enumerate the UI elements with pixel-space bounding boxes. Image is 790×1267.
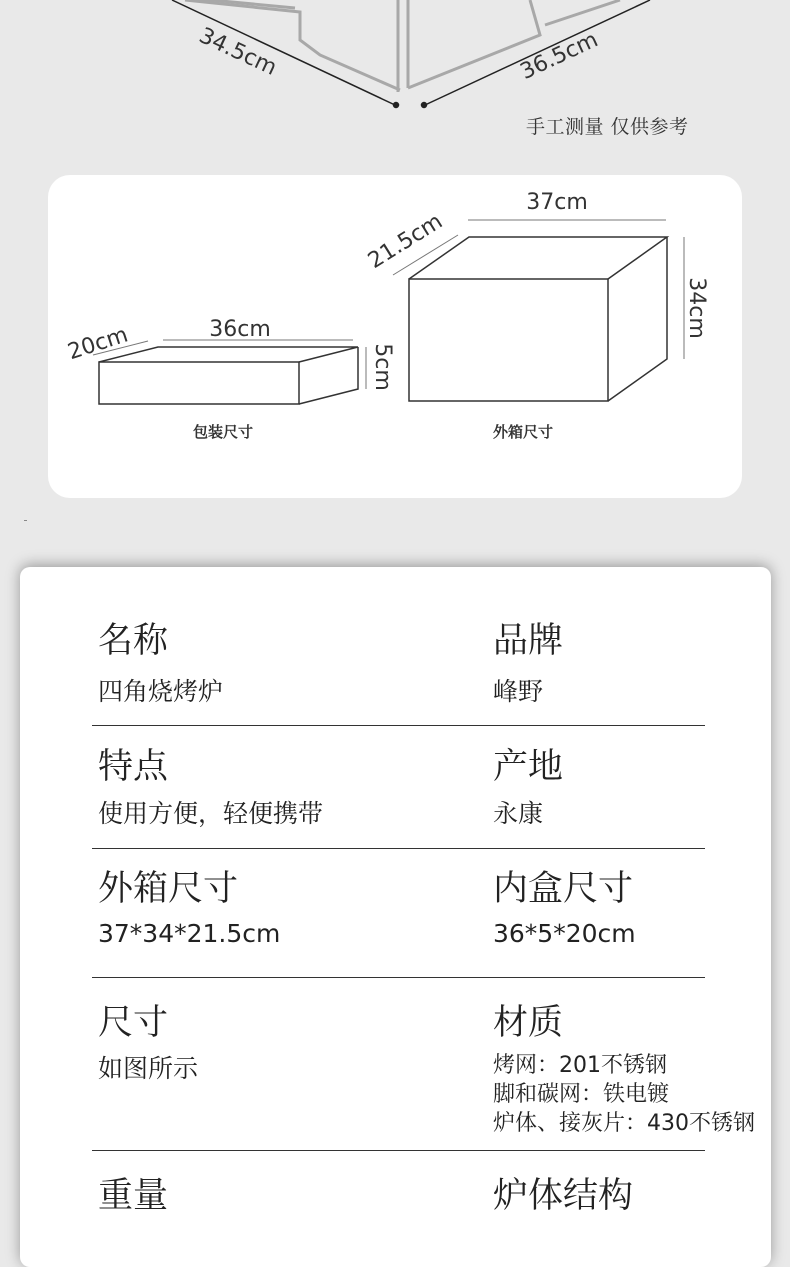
- inner-depth-label: 20cm: [64, 322, 132, 366]
- measurement-note: 手工测量 仅供参考: [526, 116, 689, 138]
- spec-title-inner-size: 内盒尺寸: [493, 869, 634, 909]
- spec-title-brand: 品牌: [493, 621, 564, 661]
- spec-value-name: 四角烧烤炉: [98, 677, 224, 706]
- inner-height-label: 5cm: [370, 343, 395, 391]
- spec-value-inner-size: 36*5*20cm: [493, 919, 636, 948]
- spec-value-origin: 永康: [493, 799, 544, 828]
- outer-width-label: 37cm: [526, 190, 588, 215]
- dim-line-left: [172, 0, 395, 105]
- inner-width-label: 36cm: [209, 317, 271, 342]
- inner-box-shape: [99, 347, 358, 404]
- outer-depth-label: 21.5cm: [363, 209, 448, 274]
- spec-value-size: 如图所示: [98, 1054, 199, 1083]
- spec-value-carton-size: 37*34*21.5cm: [98, 919, 281, 948]
- row-divider: [92, 848, 705, 849]
- packaging-diagram: [48, 175, 742, 498]
- spec-title-structure: 炉体结构: [493, 1176, 634, 1216]
- dim-label-left: 34.5cm: [195, 23, 281, 81]
- spec-title-size: 尺寸: [98, 1003, 169, 1043]
- spec-value-feature: 使用方便，轻便携带: [98, 799, 324, 828]
- dim-dot-left: [394, 103, 399, 108]
- packaging-panel: [48, 175, 742, 498]
- outer-box-caption: 外箱尺寸: [493, 423, 554, 441]
- spec-title-carton-size: 外箱尺寸: [98, 869, 239, 909]
- spec-value-material-2: 脚和碳网：铁电镀: [493, 1082, 670, 1107]
- outer-height-label: 34cm: [684, 277, 709, 339]
- spec-title-material: 材质: [493, 1003, 564, 1043]
- spec-title-feature: 特点: [98, 747, 169, 787]
- spec-title-name: 名称: [98, 621, 169, 661]
- spec-value-material-3: 炉体、接灰片：430不锈钢: [493, 1111, 755, 1136]
- row-divider: [92, 725, 705, 726]
- spec-title-origin: 产地: [493, 747, 564, 787]
- dim-label-right: 36.5cm: [516, 27, 602, 85]
- divider-mark: [24, 520, 27, 521]
- spec-value-material-1: 烤网：201不锈钢: [493, 1053, 667, 1078]
- row-divider: [92, 1150, 705, 1151]
- row-divider: [92, 977, 705, 978]
- dim-dot-right: [422, 103, 427, 108]
- outer-box-shape: [409, 237, 667, 401]
- spec-title-weight: 重量: [98, 1176, 169, 1216]
- spec-value-brand: 峰野: [493, 677, 544, 706]
- inner-box-caption: 包装尺寸: [193, 423, 254, 441]
- spec-card: [20, 567, 771, 1267]
